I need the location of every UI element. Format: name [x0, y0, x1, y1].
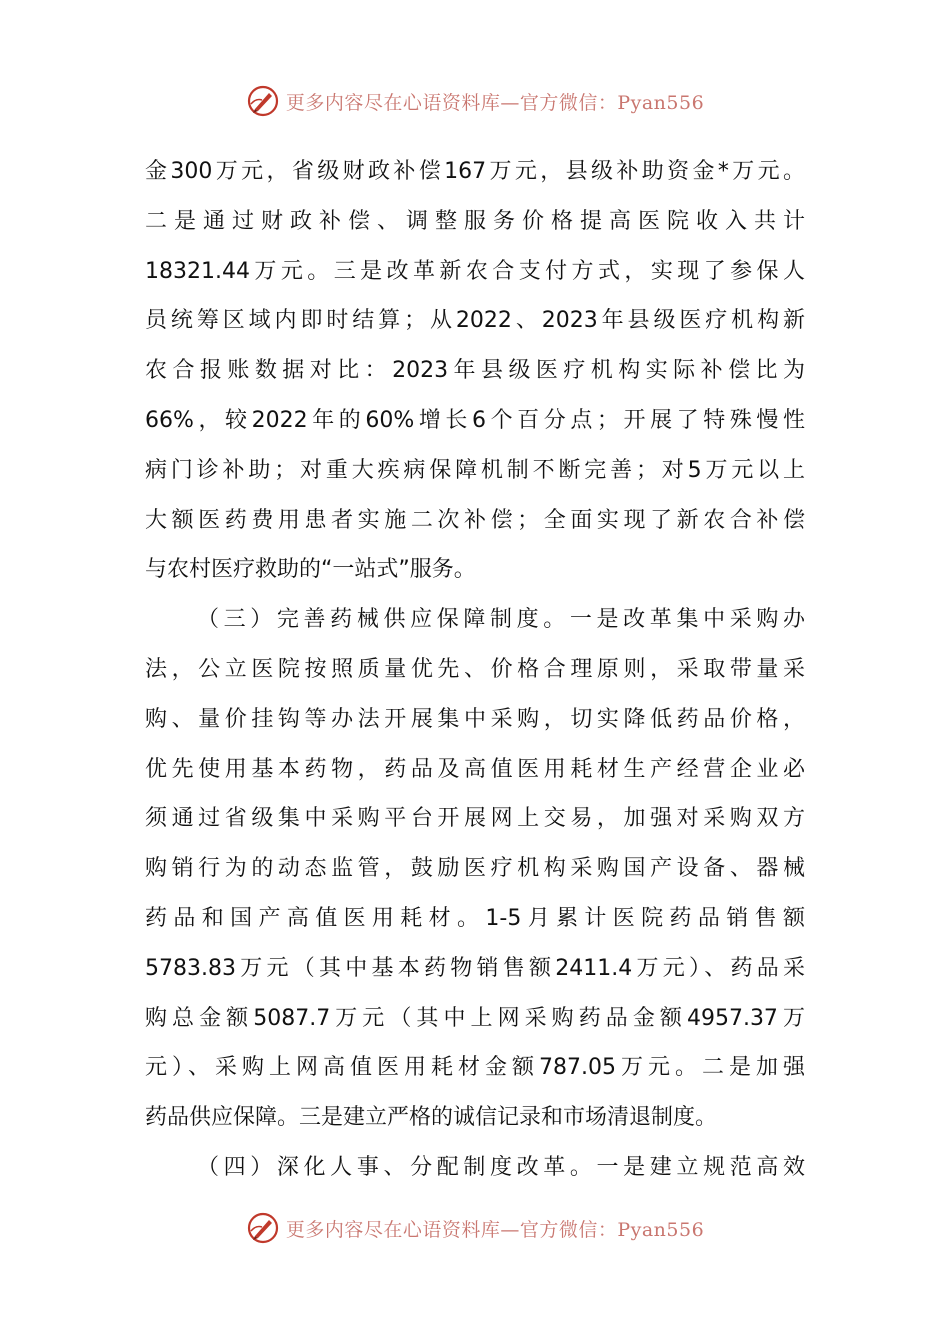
body-line: 与农村医疗救助的“一站式”服务。 — [145, 557, 476, 583]
body-line: 法，公立医院按照质量优先、价格合理原则，采取带量采 — [145, 656, 805, 682]
body-line: 大额医药费用患者实施二次补偿；全面实现了新农合补偿 — [145, 507, 805, 533]
body-line: 5783.83万元（其中基本药物销售额2411.4万元）、药品采 — [145, 955, 805, 981]
footer-banner-text: 更多内容尽在心语资料库—官方微信：Pyan556 — [285, 1218, 705, 1241]
footer-banner-inner — [246, 1211, 704, 1245]
body-line: 须通过省级集中采购平台开展网上交易，加强对采购双方 — [145, 806, 805, 832]
body-line: 二是通过财政补偿、调整服务价格提高医院收入共计 — [145, 208, 805, 234]
header-banner-text: 更多内容尽在心语资料库—官方微信：Pyan556 — [285, 91, 705, 114]
body-line: 药品供应保障。三是建立严格的诚信记录和市场清退制度。 — [145, 1105, 718, 1131]
body-line: 金300万元，省级财政补偿167万元，县级补助资金*万元。 — [145, 159, 805, 184]
section-heading-line: （三）完善药械供应保障制度。一是改革集中采购办 — [197, 607, 805, 633]
pen-logo-icon — [246, 1211, 280, 1245]
body-line: 员统筹区域内即时结算；从2022、2023年县级医疗机构新 — [145, 308, 805, 334]
header-banner-inner — [246, 84, 704, 118]
body-text — [145, 147, 805, 1193]
body-line: 药品和国产高值医用耗材。1-5月累计医院药品销售额 — [145, 905, 805, 931]
body-line: 购总金额5087.7万元（其中上网采购药品金额4957.37万 — [145, 1005, 805, 1031]
body-line: 病门诊补助；对重大疾病保障机制不断完善；对5万元以上 — [145, 457, 805, 483]
body-line: 66%，较2022年的60%增长6个百分点；开展了特殊慢性 — [145, 407, 805, 433]
body-line: 元）、采购上网高值医用耗材金额787.05万元。二是加强 — [145, 1055, 805, 1081]
footer-banner — [0, 1211, 950, 1251]
body-line: 优先使用基本药物，药品及高值医用耗材生产经营企业必 — [145, 756, 805, 782]
body-line: 农合报账数据对比：2023年县级医疗机构实际补偿比为 — [145, 358, 805, 384]
body-line: 购、量价挂钩等办法开展集中采购，切实降低药品价格， — [145, 706, 805, 732]
header-banner — [0, 84, 950, 124]
section-heading-line: （四）深化人事、分配制度改革。一是建立规范高效 — [197, 1154, 805, 1180]
body-line: 18321.44万元。三是改革新农合支付方式，实现了参保人 — [145, 258, 805, 284]
body-line: 购销行为的动态监管，鼓励医疗机构采购国产设备、器械 — [145, 856, 805, 882]
pen-logo-icon — [246, 84, 280, 118]
